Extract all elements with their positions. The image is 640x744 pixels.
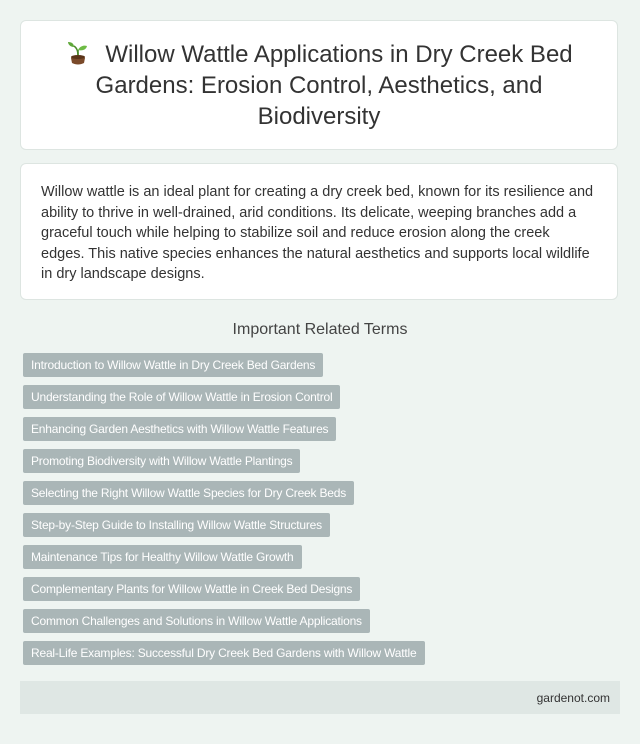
page-title-text: Willow Wattle Applications in Dry Creek Bed Gardens: Erosion Control, Aesthetics, and Biodiversity (95, 40, 573, 130)
title-card (20, 20, 618, 150)
related-term-link[interactable]: Real-Life Examples: Successful Dry Creek Bed Gardens with Willow Wattle (23, 641, 425, 665)
related-term-link[interactable]: Introduction to Willow Wattle in Dry Creek Bed Gardens (23, 353, 323, 377)
page-title (21, 39, 617, 132)
related-term-link[interactable]: Selecting the Right Willow Wattle Species for Dry Creek Beds (23, 481, 354, 505)
related-terms-heading: Important Related Terms (232, 321, 408, 338)
footer-site-name[interactable]: gardenot.com (536, 690, 610, 705)
related-term-link[interactable]: Step-by-Step Guide to Installing Willow Wattle Structures (23, 513, 330, 537)
sprout-icon (65, 41, 91, 65)
related-term-link[interactable]: Maintenance Tips for Healthy Willow Wattle Growth (23, 545, 302, 569)
description-text: Willow wattle is an ideal plant for creating a dry creek bed, known for its resilience and ability to thrive in well-drained, arid conditions. Its delicate, weeping branches add a graceful touch while helping to stabilize soil and reduce erosion along the creek edges. This native species enhances the natural aesthetics and supports local wildlife in dry landscape designs. (41, 184, 594, 282)
description-card (20, 163, 618, 300)
related-term-link[interactable]: Promoting Biodiversity with Willow Wattle Plantings (23, 449, 300, 473)
related-term-link[interactable]: Complementary Plants for Willow Wattle in Creek Bed Designs (23, 577, 360, 601)
related-term-link[interactable]: Common Challenges and Solutions in Willow Wattle Applications (23, 609, 370, 633)
related-term-link[interactable]: Understanding the Role of Willow Wattle in Erosion Control (23, 385, 340, 409)
related-term-link[interactable]: Enhancing Garden Aesthetics with Willow Wattle Features (23, 417, 336, 441)
footer (20, 681, 620, 714)
related-terms-list (23, 353, 623, 673)
